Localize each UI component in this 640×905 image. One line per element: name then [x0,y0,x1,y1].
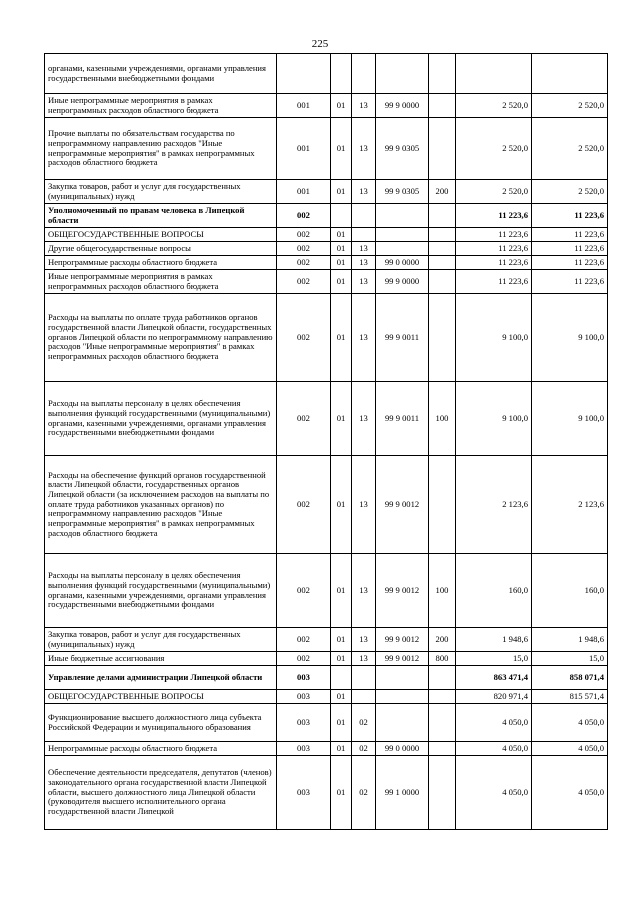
expense-name-cell: Уполномоченный по правам человека в Липецкой области [45,204,277,228]
subsection-code-cell [352,228,376,242]
expense-type-cell [429,270,456,294]
ministry-code-cell: 001 [277,94,331,118]
subsection-code-cell: 13 [352,652,376,666]
ministry-code-cell: 003 [277,756,331,830]
ministry-code-cell: 002 [277,204,331,228]
expense-type-cell [429,704,456,742]
ministry-code-cell: 002 [277,382,331,456]
ministry-code-cell: 003 [277,704,331,742]
amount-year2-cell: 11 223,6 [532,256,608,270]
ministry-code-cell: 002 [277,228,331,242]
amount-year1-cell [456,54,532,94]
expense-type-cell [429,228,456,242]
expense-name-cell: Управление делами администрации Липецкой области [45,666,277,690]
amount-year2-cell: 2 520,0 [532,94,608,118]
section-code-cell: 01 [331,652,352,666]
section-code-cell: 01 [331,256,352,270]
expense-type-cell: 200 [429,180,456,204]
section-code-cell: 01 [331,704,352,742]
table-row [45,54,608,94]
expense-name-cell: органами, казенными учреждениями, органами управления государственными внебюджетными фондами [45,54,277,94]
page-number: 225 [311,38,329,50]
amount-year2-cell: 9 100,0 [532,382,608,456]
ministry-code-cell: 003 [277,690,331,704]
amount-year1-cell: 4 050,0 [456,704,532,742]
ministry-code-cell: 001 [277,180,331,204]
expense-type-cell [429,242,456,256]
subsection-code-cell: 13 [352,382,376,456]
subsection-code-cell: 13 [352,294,376,382]
table-row [45,294,608,382]
target-article-cell [376,666,429,690]
target-article-cell [376,690,429,704]
target-article-cell: 99 9 0012 [376,554,429,628]
amount-year2-cell: 160,0 [532,554,608,628]
amount-year1-cell: 9 100,0 [456,294,532,382]
table-row [45,118,608,180]
subsection-code-cell [352,666,376,690]
amount-year2-cell: 11 223,6 [532,204,608,228]
table-row [45,628,608,652]
amount-year1-cell: 2 520,0 [456,94,532,118]
expense-type-cell [429,118,456,180]
expense-name-cell: Расходы на выплаты персоналу в целях обеспечения выполнения функций государственными (муниципальными) органами, казенными учреждениями, органами управления государственными внебюджетными фондами [45,382,277,456]
amount-year1-cell: 11 223,6 [456,228,532,242]
amount-year2-cell: 4 050,0 [532,742,608,756]
expense-name-cell: Закупка товаров, работ и услуг для государственных (муниципальных) нужд [45,180,277,204]
subsection-code-cell: 13 [352,256,376,270]
section-code-cell: 01 [331,228,352,242]
amount-year1-cell: 1 948,6 [456,628,532,652]
expense-type-cell [429,256,456,270]
table-row [45,180,608,204]
expense-name-cell: Иные непрограммные мероприятия в рамках непрограммных расходов областного бюджета [45,94,277,118]
expense-type-cell: 800 [429,652,456,666]
ministry-code-cell: 002 [277,456,331,554]
budget-table [44,53,608,830]
amount-year2-cell: 2 520,0 [532,118,608,180]
target-article-cell: 99 9 0012 [376,652,429,666]
amount-year1-cell: 15,0 [456,652,532,666]
section-code-cell [331,666,352,690]
table-row [45,204,608,228]
ministry-code-cell: 002 [277,270,331,294]
subsection-code-cell: 13 [352,242,376,256]
amount-year2-cell: 15,0 [532,652,608,666]
expense-name-cell: Расходы на выплаты персоналу в целях обеспечения выполнения функций государственными (муниципальными) органами, казенными учреждениями, органами управления государственными внебюджетными фондами [45,554,277,628]
expense-type-cell [429,690,456,704]
ministry-code-cell: 002 [277,294,331,382]
amount-year1-cell: 820 971,4 [456,690,532,704]
expense-type-cell: 100 [429,382,456,456]
expense-name-cell: Закупка товаров, работ и услуг для государственных (муниципальных) нужд [45,628,277,652]
amount-year1-cell: 4 050,0 [456,742,532,756]
target-article-cell: 99 9 0011 [376,382,429,456]
ministry-code-cell: 002 [277,256,331,270]
target-article-cell: 99 9 0011 [376,294,429,382]
section-code-cell: 01 [331,742,352,756]
table-row [45,228,608,242]
section-code-cell: 01 [331,94,352,118]
expense-type-cell [429,756,456,830]
ministry-code-cell: 002 [277,554,331,628]
target-article-cell: 99 9 0012 [376,456,429,554]
expense-type-cell [429,742,456,756]
target-article-cell: 99 0 0000 [376,256,429,270]
target-article-cell [376,204,429,228]
amount-year1-cell: 9 100,0 [456,382,532,456]
expense-type-cell: 200 [429,628,456,652]
amount-year2-cell: 9 100,0 [532,294,608,382]
amount-year1-cell: 11 223,6 [456,270,532,294]
amount-year1-cell: 11 223,6 [456,256,532,270]
section-code-cell: 01 [331,118,352,180]
amount-year2-cell: 11 223,6 [532,270,608,294]
amount-year1-cell: 2 520,0 [456,180,532,204]
subsection-code-cell: 02 [352,756,376,830]
expense-type-cell: 100 [429,554,456,628]
expense-name-cell: Непрограммные расходы областного бюджета [45,256,277,270]
target-article-cell: 99 9 0000 [376,270,429,294]
expense-name-cell: Расходы на выплаты по оплате труда работников органов государственной власти Липецкой области, государственных органов Липецкой области по непрограммному направлению расходов "Иные непрограммные мероприятия" в рамках непрограммных расходов областного бюджета [45,294,277,382]
section-code-cell: 01 [331,690,352,704]
subsection-code-cell [352,690,376,704]
expense-type-cell [429,204,456,228]
expense-type-cell [429,294,456,382]
table-row [45,382,608,456]
table-row [45,756,608,830]
expense-name-cell: Иные непрограммные мероприятия в рамках непрограммных расходов областного бюджета [45,270,277,294]
subsection-code-cell: 13 [352,456,376,554]
ministry-code-cell: 003 [277,742,331,756]
target-article-cell: 99 1 0000 [376,756,429,830]
target-article-cell [376,228,429,242]
expense-type-cell [429,94,456,118]
target-article-cell: 99 9 0305 [376,118,429,180]
ministry-code-cell: 002 [277,652,331,666]
expense-name-cell: Непрограммные расходы областного бюджета [45,742,277,756]
amount-year2-cell: 815 571,4 [532,690,608,704]
ministry-code-cell: 002 [277,628,331,652]
expense-name-cell: Расходы на обеспечение функций органов государственной власти Липецкой области, государственных органов Липецкой области (за исключением расходов на выплаты по оплате труда работников указанных органов) по непрограммному направлению расходов "Иные непрограммные мероприятия" в рамках непрограммных расходов областного бюджета [45,456,277,554]
amount-year2-cell: 2 123,6 [532,456,608,554]
section-code-cell: 01 [331,270,352,294]
amount-year2-cell: 4 050,0 [532,756,608,830]
expense-type-cell [429,456,456,554]
section-code-cell: 01 [331,294,352,382]
section-code-cell [331,54,352,94]
section-code-cell: 01 [331,242,352,256]
table-row [45,554,608,628]
expense-name-cell: Обеспечение деятельности председателя, депутатов (членов) законодательного органа государственной власти Липецкой области, высшего должностного лица Липецкой области (руководителя высшего исполнительного органа государственной власти Липецкой [45,756,277,830]
table-row [45,690,608,704]
section-code-cell: 01 [331,628,352,652]
subsection-code-cell: 02 [352,742,376,756]
target-article-cell: 99 9 0012 [376,628,429,652]
subsection-code-cell: 13 [352,554,376,628]
table-row [45,94,608,118]
subsection-code-cell [352,204,376,228]
expense-name-cell: Иные бюджетные ассигнования [45,652,277,666]
section-code-cell: 01 [331,180,352,204]
ministry-code-cell: 003 [277,666,331,690]
amount-year2-cell: 4 050,0 [532,704,608,742]
table-row [45,256,608,270]
expense-name-cell: ОБЩЕГОСУДАРСТВЕННЫЕ ВОПРОСЫ [45,228,277,242]
table-row [45,742,608,756]
section-code-cell: 01 [331,456,352,554]
table-row [45,270,608,294]
amount-year2-cell: 11 223,6 [532,242,608,256]
table-row [45,242,608,256]
subsection-code-cell: 13 [352,94,376,118]
subsection-code-cell [352,54,376,94]
section-code-cell [331,204,352,228]
amount-year1-cell: 11 223,6 [456,204,532,228]
amount-year2-cell: 858 071,4 [532,666,608,690]
ministry-code-cell: 001 [277,118,331,180]
table-row [45,652,608,666]
amount-year2-cell [532,54,608,94]
subsection-code-cell: 13 [352,118,376,180]
expense-type-cell [429,54,456,94]
section-code-cell: 01 [331,756,352,830]
amount-year2-cell: 1 948,6 [532,628,608,652]
target-article-cell: 99 9 0305 [376,180,429,204]
expense-name-cell: Другие общегосударственные вопросы [45,242,277,256]
target-article-cell [376,242,429,256]
amount-year1-cell: 4 050,0 [456,756,532,830]
amount-year2-cell: 2 520,0 [532,180,608,204]
expense-name-cell: ОБЩЕГОСУДАРСТВЕННЫЕ ВОПРОСЫ [45,690,277,704]
amount-year1-cell: 11 223,6 [456,242,532,256]
amount-year2-cell: 11 223,6 [532,228,608,242]
ministry-code-cell: 002 [277,242,331,256]
amount-year1-cell: 2 520,0 [456,118,532,180]
ministry-code-cell [277,54,331,94]
target-article-cell: 99 9 0000 [376,94,429,118]
subsection-code-cell: 02 [352,704,376,742]
amount-year1-cell: 863 471,4 [456,666,532,690]
subsection-code-cell: 13 [352,180,376,204]
target-article-cell [376,704,429,742]
table-body [45,54,608,830]
section-code-cell: 01 [331,382,352,456]
table-row [45,666,608,690]
expense-name-cell: Прочие выплаты по обязательствам государства по непрограммному направлению расходов "Иные непрограммные мероприятия" в рамках непрограммных расходов областного бюджета [45,118,277,180]
subsection-code-cell: 13 [352,628,376,652]
table-row [45,704,608,742]
target-article-cell: 99 0 0000 [376,742,429,756]
amount-year1-cell: 2 123,6 [456,456,532,554]
table-row [45,456,608,554]
expense-type-cell [429,666,456,690]
subsection-code-cell: 13 [352,270,376,294]
amount-year1-cell: 160,0 [456,554,532,628]
section-code-cell: 01 [331,554,352,628]
expense-name-cell: Функционирование высшего должностного лица субъекта Российской Федерации и муниципального образования [45,704,277,742]
target-article-cell [376,54,429,94]
